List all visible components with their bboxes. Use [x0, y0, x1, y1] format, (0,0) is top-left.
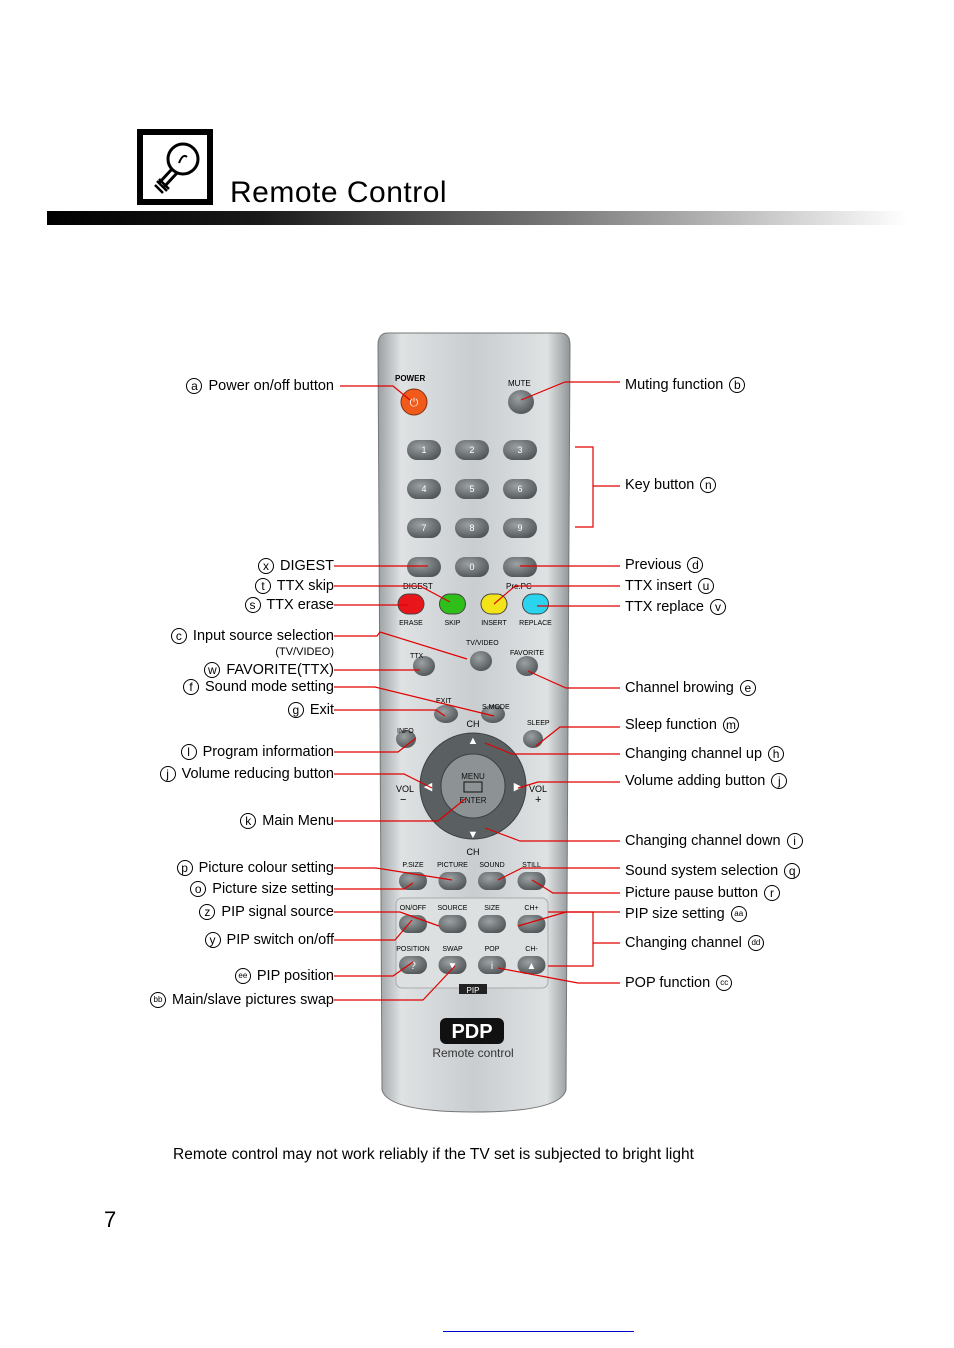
callout-left-o [188, 881, 334, 897]
callout-letter: t [255, 578, 271, 594]
callout-right-i [625, 833, 805, 849]
key-label: CH+ [524, 905, 539, 912]
callout-letter: e [740, 680, 756, 696]
callout-letter: z [199, 904, 215, 920]
callout-left-l [179, 744, 334, 760]
callout-letter: r [764, 885, 780, 901]
callout-right-h [625, 746, 786, 762]
mute-button[interactable] [508, 390, 534, 414]
number-key-label: 5 [469, 484, 475, 494]
callout-letter: cc [716, 975, 732, 991]
key-label: POP [484, 946, 500, 953]
callout-letter: v [710, 599, 726, 615]
callout-letter: o [190, 881, 206, 897]
ch--button[interactable] [518, 915, 546, 933]
previous-button[interactable] [503, 557, 537, 577]
sleep-button[interactable] [523, 730, 543, 748]
callout-letter: f [183, 679, 199, 695]
color-key-label: REPLACE [519, 620, 552, 627]
callout-text: Changing channel down [625, 833, 785, 849]
power-label: POWER [395, 374, 426, 383]
callout-text: TTX replace [625, 599, 708, 615]
key-label: P.SIZE [402, 862, 424, 869]
brand-sub: Remote control [432, 1046, 514, 1060]
callout-letter: g [288, 702, 304, 718]
key-label: PICTURE [437, 862, 468, 869]
key-label: SOURCE [437, 905, 468, 912]
ch-up-arrow-icon[interactable]: ▲ [467, 735, 479, 747]
key-label: STILL [522, 862, 541, 869]
erase-button[interactable] [398, 594, 424, 614]
vol-down-label: VOL [396, 784, 415, 794]
color-key-label: ERASE [399, 620, 423, 627]
callout-text: Sleep function [625, 717, 721, 733]
number-key-label: 6 [517, 484, 523, 494]
callout-right-q [625, 863, 802, 879]
callout-letter: l [181, 744, 197, 760]
callout-text: Muting function [625, 377, 728, 393]
callout-text: PIP position [252, 968, 334, 984]
callout-right-cc [625, 975, 734, 991]
key-label: SWAP [442, 946, 463, 953]
key-label: POSITION [396, 946, 430, 953]
vol-up-arrow-icon[interactable]: ▶ [513, 781, 523, 793]
callout-left-w [202, 662, 334, 678]
callout-text: Power on/off button [204, 378, 334, 394]
pdp-logo-text: PDP [451, 1021, 493, 1043]
callout-letter: n [700, 477, 716, 493]
callout-text: Picture colour setting [194, 860, 334, 876]
number-key-label: 1 [421, 445, 427, 455]
footer-note: Remote control may not work reliably if the TV set is subjected to bright light [173, 1146, 694, 1163]
callout-letter: d [687, 557, 703, 573]
callout-right-r [625, 885, 782, 901]
callout-text: FAVORITE(TTX) [222, 662, 334, 678]
number-key-label: 0 [469, 562, 475, 572]
smode-label: S.MODE [482, 704, 510, 711]
ch-down-label: CH [466, 847, 480, 857]
page-title: Remote Control [230, 176, 448, 209]
tv-video-label: TV/VIDEO [466, 640, 499, 647]
still-button[interactable] [518, 872, 546, 890]
callout-text: Main Menu [258, 813, 334, 829]
callout-letter: x [258, 558, 274, 574]
callout-text: PIP switch on/off [222, 932, 334, 948]
exit-label: EXIT [436, 698, 452, 705]
callout-text: Previous [625, 557, 686, 573]
replace-button[interactable] [523, 594, 549, 614]
callout-right-u [625, 578, 716, 594]
info-label: INFO [397, 728, 414, 735]
callout-right-v [625, 599, 728, 615]
mute-label: MUTE [508, 379, 531, 388]
callout-letter: j [160, 766, 176, 782]
callout-text: PIP size setting [625, 906, 729, 922]
callout-letter: ee [235, 968, 251, 984]
callout-left-c [169, 628, 334, 660]
callout-letter: j [771, 773, 787, 789]
key-label: SIZE [484, 905, 500, 912]
ch-down-arrow-icon[interactable]: ▼ [467, 829, 479, 841]
callout-left-x [256, 558, 334, 574]
number-key-label: 4 [421, 484, 427, 494]
callout-right-b [625, 377, 747, 393]
callout-letter: s [245, 597, 261, 613]
callout-text: Sound mode setting [200, 679, 334, 695]
callout-letter: i [787, 833, 803, 849]
callout-text: Program information [198, 744, 334, 760]
callout-text: Main/slave pictures swap [167, 992, 334, 1008]
callout-text: PIP signal source [217, 904, 334, 920]
callout-letter: bb [150, 992, 166, 1008]
callout-subtext: (TV/VIDEO) [275, 646, 334, 659]
callout-letter: k [240, 813, 256, 829]
callout-left-s [243, 597, 334, 613]
callout-letter: aa [731, 906, 747, 922]
digest-button[interactable] [407, 557, 441, 577]
callout-letter: p [177, 860, 193, 876]
callout-right-m [625, 717, 741, 733]
enter-label: ENTER [459, 796, 487, 805]
key-label: CH- [525, 946, 538, 953]
callout-text: Picture pause button [625, 885, 763, 901]
callout-text: TTX skip [273, 578, 334, 594]
callout-text: Volume adding button [625, 773, 770, 789]
callout-letter: dd [748, 935, 764, 951]
ttx-label: TTX [410, 653, 424, 660]
footer-rule [443, 1331, 634, 1332]
callout-text: Input source selection [188, 628, 334, 644]
callout-left-f [181, 679, 334, 695]
callout-left-g [286, 702, 334, 718]
picture-button[interactable] [439, 872, 467, 890]
favorite-button[interactable] [516, 656, 538, 676]
color-key-label: INSERT [481, 620, 507, 627]
callout-text: TTX insert [625, 578, 696, 594]
callout-right-e [625, 680, 758, 696]
key-glyph-icon: i [490, 961, 494, 972]
source-button[interactable] [439, 915, 467, 933]
callout-letter: h [768, 746, 784, 762]
callout-left-z [197, 904, 334, 920]
callout-right-j [625, 773, 789, 789]
callout-text: POP function [625, 975, 715, 991]
number-key-label: 2 [469, 445, 475, 455]
menu-label: MENU [461, 772, 485, 781]
callout-left-bb [148, 992, 334, 1008]
callout-left-p [175, 860, 334, 876]
prepc-label: Pre.PC [506, 582, 532, 591]
power-icon: ⏻ [409, 397, 419, 409]
callout-left-j [158, 766, 334, 782]
callout-text: Exit [305, 702, 334, 718]
sound-button[interactable] [478, 872, 506, 890]
callout-letter: y [205, 932, 221, 948]
page-number: 7 [104, 1207, 117, 1232]
callout-text: Key button [625, 477, 699, 493]
menu-enter-button[interactable] [441, 754, 505, 818]
callout-letter: w [204, 662, 220, 678]
callout-text: Changing channel [625, 935, 746, 951]
number-key-label: 3 [517, 445, 523, 455]
callout-left-a [184, 378, 334, 394]
callout-text: Volume reducing button [177, 766, 334, 782]
digest-label: DIGEST [403, 582, 433, 591]
color-key-label: SKIP [444, 620, 461, 627]
callout-text: Sound system selection [625, 863, 783, 879]
callout-left-t [253, 578, 334, 594]
vol-down-arrow-icon[interactable]: ◀ [423, 781, 433, 793]
callout-text: DIGEST [275, 558, 334, 574]
number-key-label: 8 [469, 523, 475, 533]
callout-right-dd [625, 935, 766, 951]
pip-tag-label: PIP [466, 986, 480, 995]
callout-text: Changing channel up [625, 746, 767, 762]
callout-text: Picture size setting [208, 881, 334, 897]
callout-letter: a [186, 378, 202, 394]
callout-letter: q [784, 863, 800, 879]
callout-letter: b [729, 377, 745, 393]
sleep-label: SLEEP [527, 720, 550, 727]
callout-left-k [238, 813, 334, 829]
callout-right-n [625, 477, 718, 493]
vol-up-sign: + [535, 794, 542, 806]
key-glyph-icon: ? [410, 961, 416, 972]
callout-letter: m [723, 717, 739, 733]
size-button[interactable] [478, 915, 506, 933]
exit-button[interactable] [434, 705, 458, 723]
callout-text: TTX erase [262, 597, 334, 613]
vol-up-label: VOL [529, 784, 548, 794]
callout-right-aa [625, 906, 749, 922]
number-key-label: 7 [421, 523, 427, 533]
callout-letter: u [698, 578, 714, 594]
key-glyph-icon: ▲ [526, 961, 537, 972]
key-glyph-icon: ▼ [447, 961, 458, 972]
skip-button[interactable] [440, 594, 466, 614]
tv-video-button[interactable] [470, 651, 492, 671]
callout-letter: c [171, 628, 187, 644]
callout-left-ee [233, 968, 334, 984]
number-key-label: 9 [517, 523, 523, 533]
favorite-label: FAVORITE [510, 650, 545, 657]
ch-up-label: CH [466, 719, 480, 729]
key-label: ON/OFF [399, 905, 427, 912]
key-label: SOUND [479, 862, 505, 869]
p-size-button[interactable] [399, 872, 427, 890]
callout-right-d [625, 557, 705, 573]
vol-down-sign: − [400, 794, 407, 806]
callout-left-y [203, 932, 335, 948]
callout-text: Channel browing [625, 680, 738, 696]
